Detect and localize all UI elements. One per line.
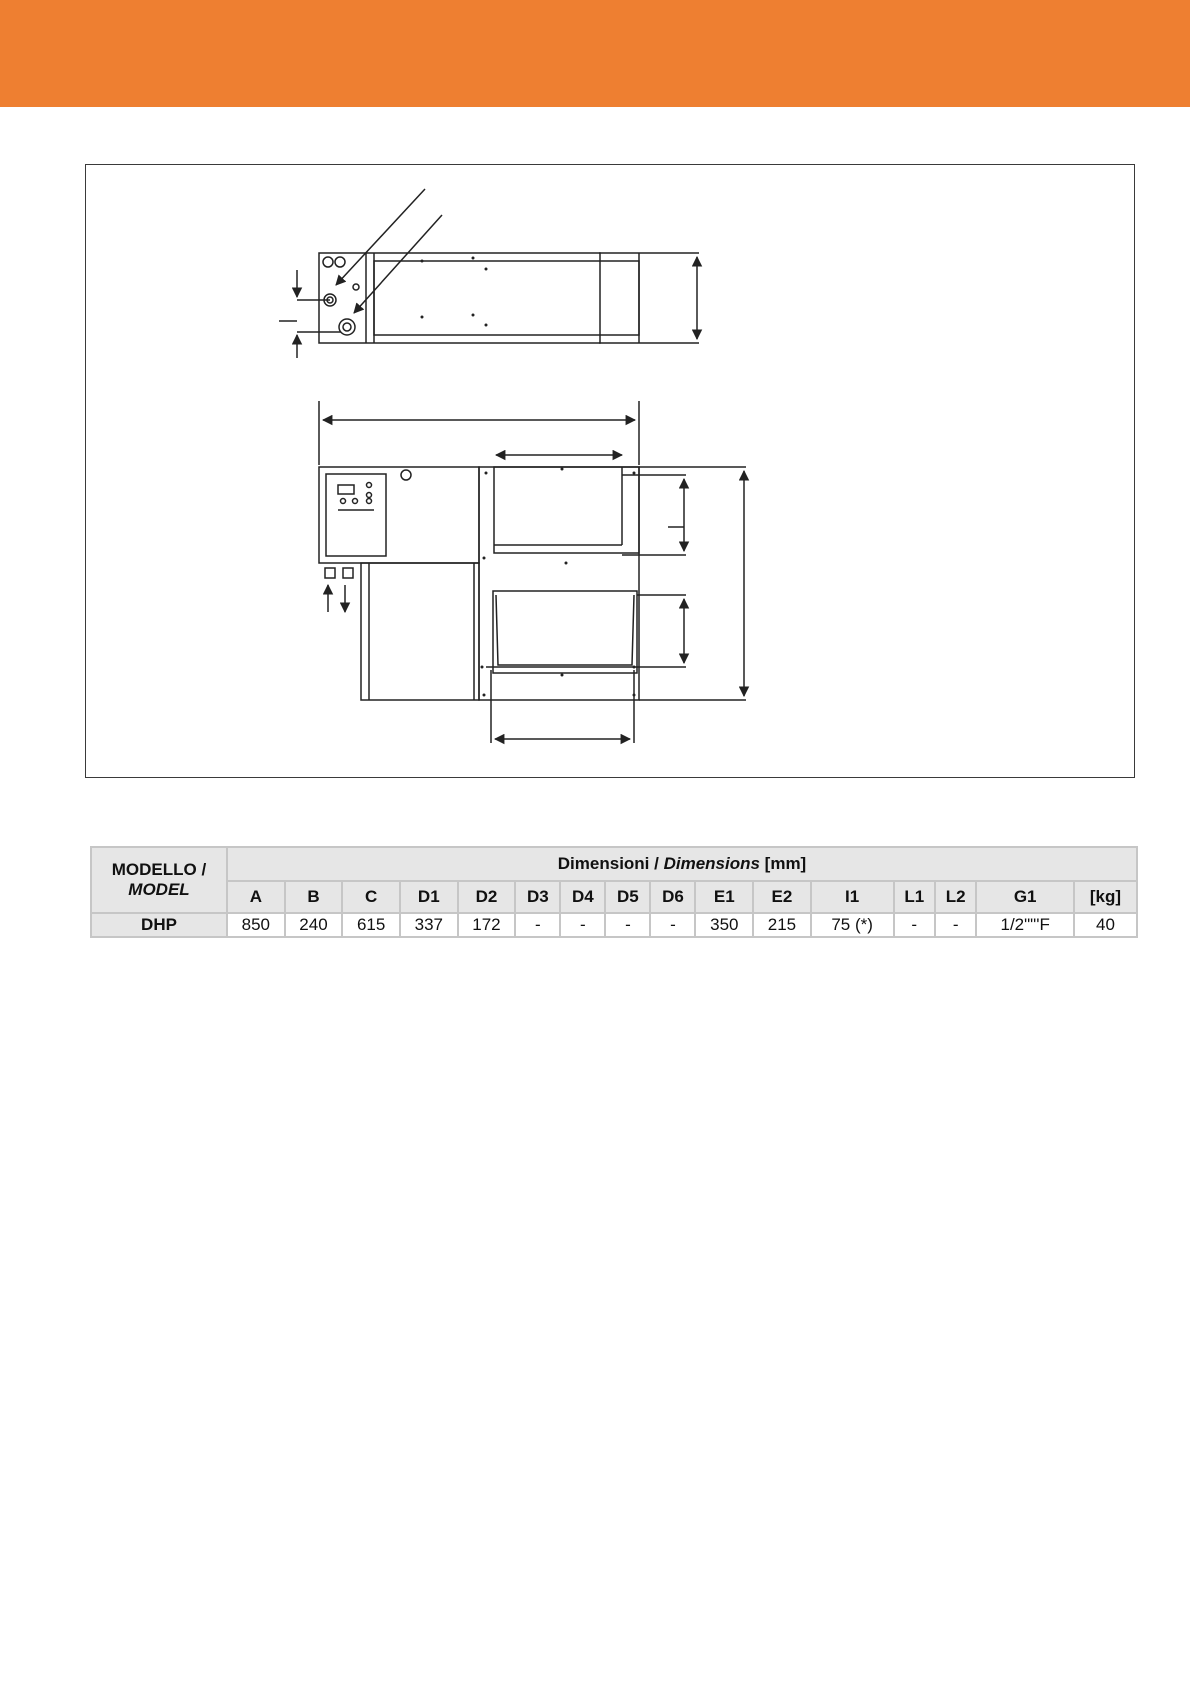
table-cell: 1/2""'F — [976, 913, 1073, 937]
table-cell: - — [935, 913, 976, 937]
table-cell: 337 — [400, 913, 458, 937]
column-header: I1 — [811, 881, 894, 913]
column-header: L1 — [894, 881, 935, 913]
table-cell: 240 — [285, 913, 343, 937]
table-cell: - — [560, 913, 605, 937]
column-header: D5 — [605, 881, 650, 913]
column-header: D6 — [650, 881, 695, 913]
table-cell: - — [894, 913, 935, 937]
table-cell: 215 — [753, 913, 811, 937]
table-row — [91, 913, 1137, 937]
dimensions-table — [90, 846, 1138, 938]
column-header: C — [342, 881, 400, 913]
column-header: D3 — [515, 881, 560, 913]
column-header: D4 — [560, 881, 605, 913]
table-cell: - — [515, 913, 560, 937]
model-header-line2: MODEL — [128, 880, 190, 899]
technical-drawing — [85, 164, 1135, 778]
group-header-en: Dimensions — [663, 854, 760, 873]
column-header: G1 — [976, 881, 1073, 913]
dimension-drawing — [86, 165, 1136, 779]
table-cell: 172 — [458, 913, 516, 937]
dimensions-group-header — [227, 847, 1137, 881]
column-header: D2 — [458, 881, 516, 913]
table-cell: 75 (*) — [811, 913, 894, 937]
column-header: B — [285, 881, 343, 913]
column-header: [kg] — [1074, 881, 1137, 913]
header-band — [0, 0, 1190, 107]
table-cell: - — [605, 913, 650, 937]
front-view — [319, 401, 746, 743]
group-header-unit: [mm] — [759, 854, 807, 873]
table-cell: 850 — [227, 913, 285, 937]
model-header-line1: MODELLO / — [111, 860, 207, 879]
table-cell: - — [650, 913, 695, 937]
column-header: L2 — [935, 881, 976, 913]
column-header: A — [227, 881, 285, 913]
column-header: E2 — [753, 881, 811, 913]
column-header: D1 — [400, 881, 458, 913]
table-cell: 350 — [695, 913, 753, 937]
row-model: DHP — [91, 913, 227, 937]
column-header: E1 — [695, 881, 753, 913]
group-header-it: Dimensioni / — [557, 854, 664, 873]
table-cell: 40 — [1074, 913, 1137, 937]
top-view — [279, 189, 699, 358]
model-header — [91, 847, 227, 913]
table-cell: 615 — [342, 913, 400, 937]
